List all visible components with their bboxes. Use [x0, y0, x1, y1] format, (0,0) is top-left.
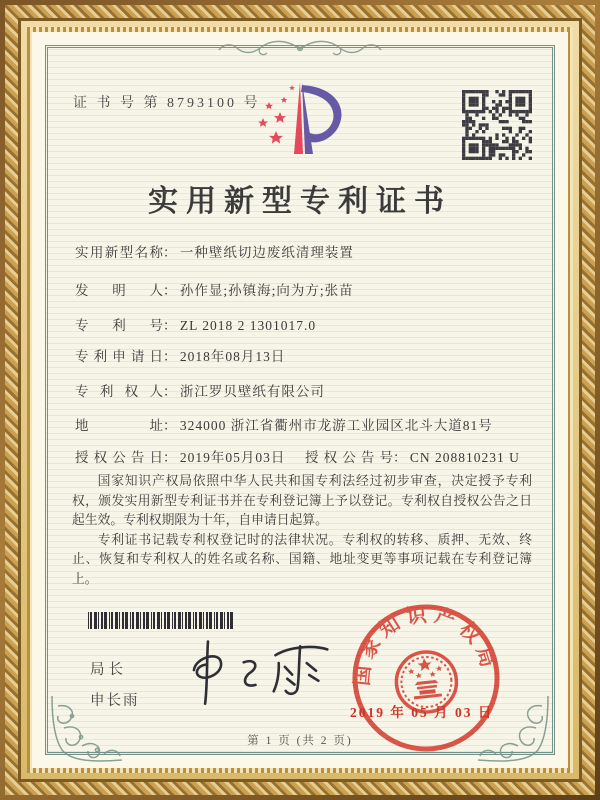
qr-code-icon	[462, 90, 532, 160]
seal-arc-text: 国家知识产权局	[351, 603, 501, 687]
field-row-patentee	[75, 380, 325, 400]
field-label: 实用新型名称	[75, 245, 163, 260]
grant-no-value: CN 208810231 U	[409, 450, 520, 465]
field-colon: ：	[163, 384, 177, 399]
field-row-grant	[75, 446, 520, 466]
field-row-address	[75, 414, 493, 434]
corner-flourish-left-icon	[48, 692, 126, 764]
field-colon: ：	[163, 245, 177, 260]
field-row-patent-no	[75, 314, 316, 334]
certificate-number: 证 书 号 第 8793100 号	[73, 96, 261, 111]
field-value: ZL 2018 2 1301017.0	[179, 318, 317, 333]
grant-date-value: 2019年05月03日	[179, 450, 286, 465]
barcode-icon	[88, 612, 234, 629]
field-label: 发明人	[75, 283, 163, 298]
field-label: 专利号	[75, 318, 163, 333]
page-number: 第 1 页 (共 2 页)	[247, 735, 353, 747]
field-value: 孙作显;孙镇海;向为方;张苗	[179, 283, 354, 298]
legal-paragraph-1: 国家知识产权局依照中华人民共和国专利法经过初步审查，决定授予专利权，颁发实用新型专利证书并在专利登记簿上予以登记。专利权自授权公告之日起生效。专利权期限为十年，自申请日起算。	[72, 474, 532, 527]
field-colon: ：	[163, 450, 177, 465]
field-label: 地址	[75, 418, 163, 433]
seal-date: 2019 年 05 月 03 日	[350, 705, 494, 720]
field-value: 浙江罗贝壁纸有限公司	[179, 384, 325, 399]
field-colon: ：	[163, 418, 177, 433]
cnipa-patent-logo-icon	[256, 76, 348, 168]
top-scroll-ornament-icon	[215, 36, 385, 62]
signer-name: 申长雨	[90, 693, 140, 709]
field-value: 324000 浙江省衢州市龙游工业园区北斗大道81号	[179, 418, 493, 433]
field-colon: ：	[163, 283, 177, 298]
field-colon: ：	[163, 318, 177, 333]
grant-no-label: 授权公告号	[305, 450, 393, 465]
certificate-title: 实用新型专利证书	[148, 185, 452, 218]
field-row-inventors	[75, 279, 354, 299]
field-colon: ：	[393, 450, 407, 465]
signer-title: 局长	[90, 662, 127, 678]
field-row-filing-date	[75, 345, 285, 365]
field-value: 2018年08月13日	[179, 349, 286, 364]
corner-flourish-right-icon	[474, 692, 552, 764]
legal-text	[72, 472, 532, 589]
field-label: 专利申请日	[75, 349, 163, 364]
field-value: 一种壁纸切边废纸清理装置	[179, 245, 354, 260]
field-label: 专利权人	[75, 384, 163, 399]
legal-paragraph-2: 专利证书记载专利权登记时的法律状况。专利权的转移、质押、无效、终止、恢复和专利权人的姓名或名称、国籍、地址变更等事项记载在专利登记簿上。	[72, 532, 532, 586]
field-colon: ：	[163, 349, 177, 364]
field-row-name	[75, 241, 354, 261]
grant-date-label: 授权公告日	[75, 450, 163, 465]
director-signature-icon	[167, 631, 339, 711]
